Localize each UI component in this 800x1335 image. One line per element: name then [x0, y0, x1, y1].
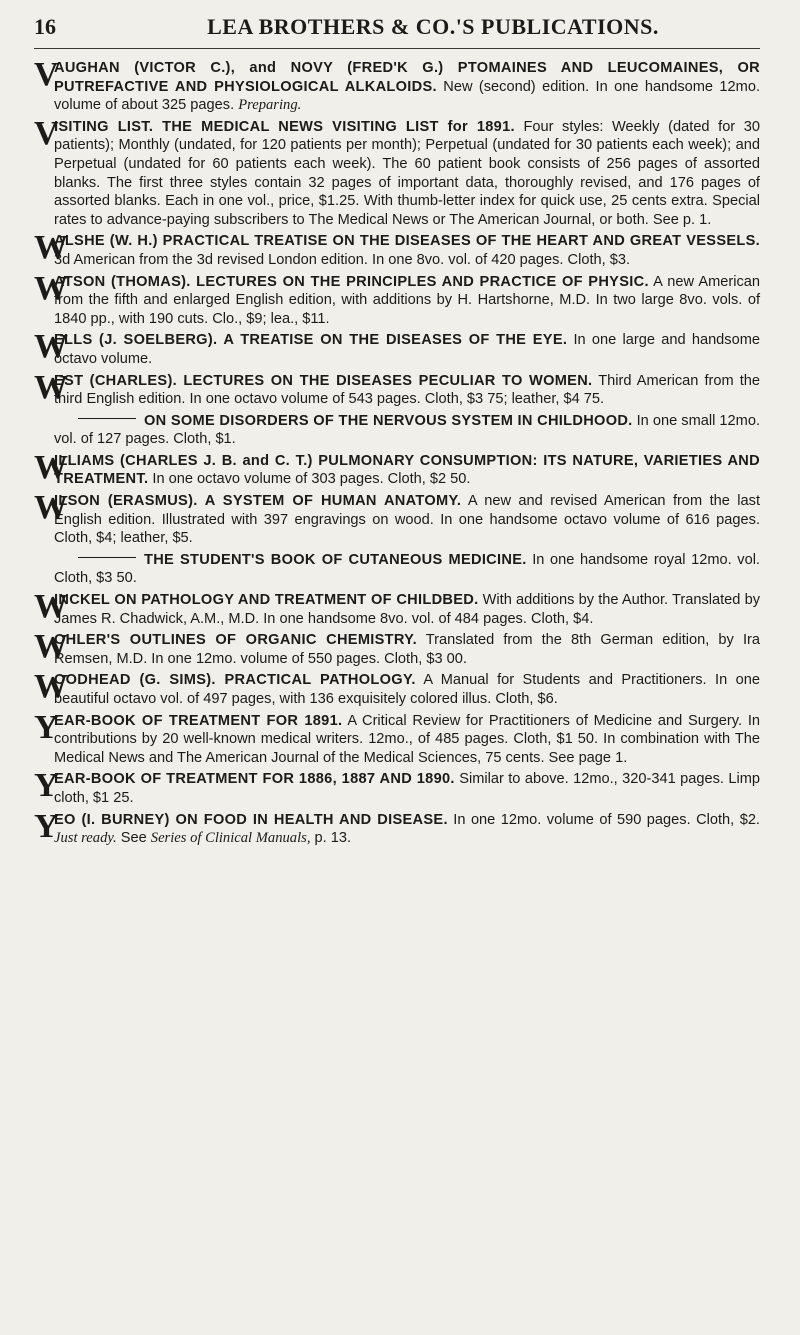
- drop-initial: V: [34, 114, 59, 152]
- page-header: [34, 14, 760, 49]
- entry-description: In one octavo volume of 303 pages. Cloth, $2 50.: [148, 471, 471, 488]
- entry-title: ILSON (ERASMUS). A SYSTEM OF HUMAN ANATOMY.: [54, 493, 462, 510]
- catalog-entry: [34, 588, 760, 628]
- entry-title: ELLS (J. SOELBERG). A TREATISE ON THE DISEASES OF THE EYE.: [54, 332, 568, 349]
- drop-initial: Y: [34, 708, 59, 746]
- entry-reference-text: See: [116, 830, 151, 847]
- drop-initial: V: [34, 56, 59, 93]
- drop-initial: W: [34, 448, 68, 486]
- entry-title: EAR-BOOK OF TREATMENT FOR 1891.: [54, 712, 343, 729]
- entry-title: OHLER'S OUTLINES OF ORGANIC CHEMISTRY.: [54, 632, 417, 649]
- entry-description: Similar to above. 12mo., 320-341 pages. Limp cloth, $1 25.: [54, 771, 760, 806]
- entry-description: A new and revised American from the last English edition. Illustrated with 397 engravings on wood. In one handsome octavo volume of 616 pages. Cloth, $4; leather, $5.: [54, 493, 760, 547]
- entry-title: EO (I. BURNEY) ON FOOD IN HEALTH AND DISEASE.: [54, 811, 448, 828]
- entry-description: In one large and handsome octavo volume.: [54, 332, 760, 367]
- catalog-entry: [34, 767, 760, 807]
- drop-initial: W: [34, 489, 68, 527]
- catalog-entry: [34, 708, 760, 768]
- catalog-entry: [34, 668, 760, 708]
- catalog-entry: [34, 448, 760, 489]
- entry-title: ALSHE (W. H.) PRACTICAL TREATISE ON THE DISEASES OF THE HEART AND GREAT VESSELS.: [54, 233, 760, 250]
- entry-description: 3d American from the 3d revised London edition. In one 8vo. vol. of 420 pages. Cloth, $3.: [54, 251, 631, 268]
- drop-initial: W: [34, 628, 68, 666]
- entry-status-italic: Just ready.: [54, 830, 117, 847]
- catalog-entry: [34, 114, 760, 230]
- catalog-entry: [34, 368, 760, 409]
- entry-status-italic: Preparing.: [238, 97, 302, 114]
- entry-description: Four styles: Weekly (dated for 30 patients); Monthly (undated, for 120 patients per month); Perpetual (undated for 30 patients each week); and Perpetual (undated for 60 patients each week). The 60 patient book consists of 256 pages of assorted blanks. The first three styles contain 32 pages of important data, thoroughly revised, and 176 pages of assorted blanks. Each in one vol., price, $1.25. With thumb-letter index for quick use, 25 cents extra. Special rates to advance-paying subscribers to The Medical News or The American Journal, or both. See p. 1.: [54, 118, 760, 228]
- page-number: 16: [34, 14, 56, 39]
- drop-initial: W: [34, 328, 68, 366]
- entry-page-reference: p. 13.: [310, 830, 352, 847]
- entry-description: Translated from the 8th German edition, by Ira Remsen, M.D. In one 12mo. volume of 550 pages. Cloth, $3 00.: [54, 632, 760, 667]
- entry-title: ATSON (THOMAS). LECTURES ON THE PRINCIPLES AND PRACTICE OF PHYSIC.: [54, 273, 649, 290]
- entry-title: ILLIAMS (CHARLES J. B. and C. T.) PULMONARY CONSUMPTION: ITS NATURE, VARIETIES AND TREATMENT.: [54, 452, 760, 488]
- ditto-rule: [78, 557, 136, 558]
- drop-initial: Y: [34, 767, 59, 805]
- entry-description: With additions by the Author. Translated by James R. Chadwick, A.M., M.D. In one handsome 8vo. vol. of 484 pages. Cloth, $4.: [54, 592, 760, 627]
- drop-initial: W: [34, 229, 68, 267]
- ditto-rule: [78, 418, 136, 419]
- entry-title: EAR-BOOK OF TREATMENT FOR 1886, 1887 AND 1890.: [54, 771, 455, 788]
- sub-entry-title: ON SOME DISORDERS OF THE NERVOUS SYSTEM IN CHILDHOOD.: [144, 412, 633, 429]
- entry-series-italic: Series of Clinical Manuals,: [150, 830, 311, 847]
- sub-entry-title: THE STUDENT'S BOOK OF CUTANEOUS MEDICINE.: [144, 551, 527, 568]
- drop-initial: W: [34, 668, 68, 706]
- catalog-sub-entry: [34, 412, 760, 449]
- catalog-entry: [34, 229, 760, 269]
- catalog-entry: [34, 328, 760, 368]
- entry-title: INCKEL ON PATHOLOGY AND TREATMENT OF CHILDBED.: [54, 592, 479, 609]
- entry-title: OODHEAD (G. SIMS). PRACTICAL PATHOLOGY.: [54, 672, 416, 689]
- catalog-sub-entry: [34, 551, 760, 588]
- catalog-entry: [34, 56, 760, 115]
- sub-entry-description: In one handsome royal 12mo. vol. Cloth, $3 50.: [54, 551, 760, 587]
- entry-title: EST (CHARLES). LECTURES ON THE DISEASES PECULIAR TO WOMEN.: [54, 372, 593, 389]
- drop-initial: W: [34, 588, 68, 626]
- entry-description: In one 12mo. volume of 590 pages. Cloth, $2.: [447, 811, 760, 828]
- drop-initial: W: [34, 368, 68, 406]
- entry-description: A Manual for Students and Practitioners. In one beautiful octavo vol. of 497 pages, with 136 exquisitely colored illus. Cloth, $6.: [54, 672, 760, 707]
- drop-initial: Y: [34, 807, 59, 845]
- catalog-entry: [34, 269, 760, 329]
- catalog-entry: [34, 807, 760, 848]
- catalog-entry: [34, 489, 760, 548]
- entry-title: AUGHAN (VICTOR C.), and NOVY (FRED'K G.) PTOMAINES AND LEUCOMAINES, OR PUTREFACTIVE AND PHYSIOLOGICAL ALKALOIDS.: [54, 60, 760, 95]
- entry-description: New (second) edition. In one handsome 12mo. volume of about 325 pages.: [54, 78, 760, 114]
- entry-title: ISITING LIST. THE MEDICAL NEWS VISITING LIST for 1891.: [54, 118, 515, 135]
- entry-description: A Critical Review for Practitioners of Medicine and Surgery. In contributions by 20 well-known medical writers. 12mo., of 485 pages. Cloth, $1 50. In combination with The Medical News and The American Journal of the Medical Sciences, 75 cents. See page 1.: [54, 712, 760, 766]
- entry-description: Third American from the third English edition. In one octavo volume of 543 pages. Cloth, $3 75; leather, $4 75.: [54, 372, 760, 408]
- entry-description: A new American from the fifth and enlarged English edition, with additions by H. Hartshorne, M.D. In two large 8vo. vols. of 1840 pp., with 190 cuts. Clo., $9; lea., $11.: [54, 273, 760, 327]
- sub-entry-description: In one small 12mo. vol. of 127 pages. Cloth, $1.: [54, 412, 760, 448]
- catalog-entries: [34, 56, 760, 848]
- drop-initial: W: [34, 269, 68, 307]
- running-head: LEA BROTHERS & CO.'S PUBLICATIONS.: [207, 14, 659, 39]
- catalog-entry: [34, 628, 760, 668]
